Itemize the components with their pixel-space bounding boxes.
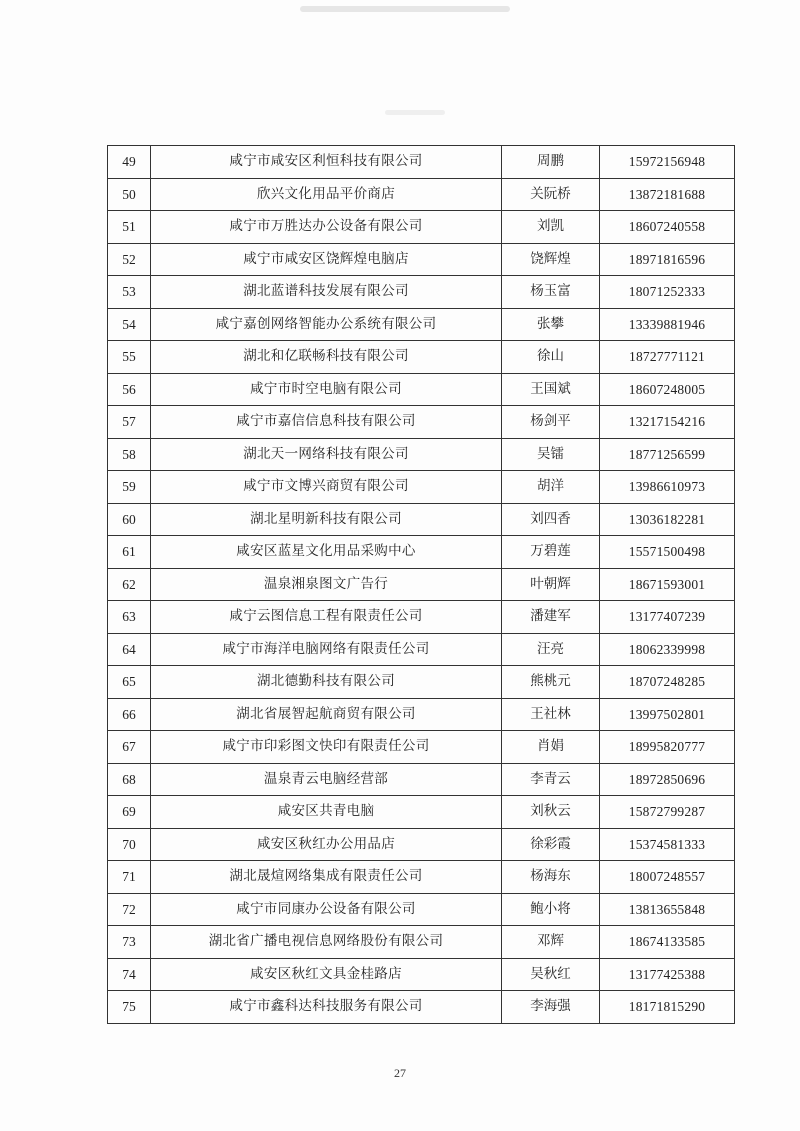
company-name-cell: 咸安区蓝星文化用品采购中心: [151, 536, 502, 569]
contact-person-cell: 叶朝辉: [502, 568, 600, 601]
contact-person-cell: 王社林: [502, 698, 600, 731]
company-name-cell: 咸安区秋红文具金桂路店: [151, 958, 502, 991]
table-row: [108, 926, 735, 959]
company-name-cell: 湖北蓝谱科技发展有限公司: [151, 276, 502, 309]
contact-person-cell: 李青云: [502, 763, 600, 796]
row-number-cell: 60: [108, 503, 151, 536]
table-row: [108, 991, 735, 1024]
phone-number-cell: 15972156948: [600, 146, 735, 179]
company-name-cell: 咸宁市嘉信信息科技有限公司: [151, 406, 502, 439]
table-row: [108, 178, 735, 211]
company-name-cell: 咸安区秋红办公用品店: [151, 828, 502, 861]
phone-number-cell: 13986610973: [600, 471, 735, 504]
row-number-cell: 61: [108, 536, 151, 569]
contact-person-cell: 刘凯: [502, 211, 600, 244]
row-number-cell: 63: [108, 601, 151, 634]
phone-number-cell: 13339881946: [600, 308, 735, 341]
table-row: [108, 276, 735, 309]
row-number-cell: 70: [108, 828, 151, 861]
company-name-cell: 咸宁市海洋电脑网络有限责任公司: [151, 633, 502, 666]
table-row: [108, 698, 735, 731]
table-row: [108, 243, 735, 276]
row-number-cell: 65: [108, 666, 151, 699]
row-number-cell: 69: [108, 796, 151, 829]
phone-number-cell: 13177425388: [600, 958, 735, 991]
table-row: [108, 471, 735, 504]
table-row: [108, 731, 735, 764]
row-number-cell: 55: [108, 341, 151, 374]
contact-person-cell: 汪亮: [502, 633, 600, 666]
contact-person-cell: 邓辉: [502, 926, 600, 959]
phone-number-cell: 13872181688: [600, 178, 735, 211]
phone-number-cell: 15872799287: [600, 796, 735, 829]
contact-person-cell: 吴镭: [502, 438, 600, 471]
phone-number-cell: 18171815290: [600, 991, 735, 1024]
table-row: [108, 503, 735, 536]
contact-person-cell: 王国斌: [502, 373, 600, 406]
row-number-cell: 68: [108, 763, 151, 796]
company-name-cell: 咸宁市文博兴商贸有限公司: [151, 471, 502, 504]
company-name-cell: 湖北天一网络科技有限公司: [151, 438, 502, 471]
table-row: [108, 211, 735, 244]
row-number-cell: 59: [108, 471, 151, 504]
table-row: [108, 308, 735, 341]
page-number: 27: [394, 1066, 406, 1080]
table-row: [108, 828, 735, 861]
company-name-cell: 湖北省展智起航商贸有限公司: [151, 698, 502, 731]
row-number-cell: 54: [108, 308, 151, 341]
contact-person-cell: 杨剑平: [502, 406, 600, 439]
company-name-cell: 咸宁市印彩图文快印有限责任公司: [151, 731, 502, 764]
table-row: [108, 861, 735, 894]
company-name-cell: 咸宁云图信息工程有限责任公司: [151, 601, 502, 634]
phone-number-cell: 13177407239: [600, 601, 735, 634]
phone-number-cell: 18727771121: [600, 341, 735, 374]
row-number-cell: 57: [108, 406, 151, 439]
phone-number-cell: 18674133585: [600, 926, 735, 959]
company-name-cell: 湖北星明新科技有限公司: [151, 503, 502, 536]
table-row: [108, 406, 735, 439]
phone-number-cell: 18007248557: [600, 861, 735, 894]
table-row: [108, 666, 735, 699]
table-row: [108, 536, 735, 569]
company-name-cell: 温泉青云电脑经营部: [151, 763, 502, 796]
phone-number-cell: 18972850696: [600, 763, 735, 796]
row-number-cell: 50: [108, 178, 151, 211]
table-row: [108, 601, 735, 634]
phone-number-cell: 18971816596: [600, 243, 735, 276]
contact-person-cell: 李海强: [502, 991, 600, 1024]
row-number-cell: 66: [108, 698, 151, 731]
row-number-cell: 72: [108, 893, 151, 926]
company-name-cell: 温泉湘泉图文广告行: [151, 568, 502, 601]
table-row: [108, 958, 735, 991]
row-number-cell: 71: [108, 861, 151, 894]
company-name-cell: 咸宁市同康办公设备有限公司: [151, 893, 502, 926]
row-number-cell: 67: [108, 731, 151, 764]
table-row: [108, 893, 735, 926]
phone-number-cell: 18607240558: [600, 211, 735, 244]
company-name-cell: 湖北省广播电视信息网络股份有限公司: [151, 926, 502, 959]
contact-person-cell: 潘建军: [502, 601, 600, 634]
phone-number-cell: 18071252333: [600, 276, 735, 309]
contact-person-cell: 刘四香: [502, 503, 600, 536]
phone-number-cell: 18062339998: [600, 633, 735, 666]
contact-person-cell: 胡洋: [502, 471, 600, 504]
company-name-cell: 湖北德勤科技有限公司: [151, 666, 502, 699]
table-row: [108, 633, 735, 666]
table-row: [108, 341, 735, 374]
company-name-cell: 咸安区共青电脑: [151, 796, 502, 829]
phone-number-cell: 18607248005: [600, 373, 735, 406]
company-name-cell: 咸宁嘉创网络智能办公系统有限公司: [151, 308, 502, 341]
contact-person-cell: 关阮桥: [502, 178, 600, 211]
row-number-cell: 58: [108, 438, 151, 471]
contact-person-cell: 吴秋红: [502, 958, 600, 991]
contact-person-cell: 刘秋云: [502, 796, 600, 829]
table-row: [108, 763, 735, 796]
table-row: [108, 438, 735, 471]
contact-person-cell: 万碧莲: [502, 536, 600, 569]
contact-person-cell: 徐山: [502, 341, 600, 374]
row-number-cell: 73: [108, 926, 151, 959]
phone-number-cell: 18707248285: [600, 666, 735, 699]
phone-number-cell: 15374581333: [600, 828, 735, 861]
row-number-cell: 51: [108, 211, 151, 244]
phone-number-cell: 13813655848: [600, 893, 735, 926]
table-row: [108, 796, 735, 829]
phone-number-cell: 13997502801: [600, 698, 735, 731]
company-name-cell: 咸宁市时空电脑有限公司: [151, 373, 502, 406]
row-number-cell: 52: [108, 243, 151, 276]
contact-person-cell: 周鹏: [502, 146, 600, 179]
company-name-cell: 咸宁市咸安区利恒科技有限公司: [151, 146, 502, 179]
phone-number-cell: 13036182281: [600, 503, 735, 536]
row-number-cell: 49: [108, 146, 151, 179]
company-name-cell: 咸宁市咸安区饶辉煌电脑店: [151, 243, 502, 276]
company-name-cell: 湖北和亿联畅科技有限公司: [151, 341, 502, 374]
company-name-cell: 咸宁市万胜达办公设备有限公司: [151, 211, 502, 244]
row-number-cell: 53: [108, 276, 151, 309]
contact-person-cell: 肖娟: [502, 731, 600, 764]
phone-number-cell: 13217154216: [600, 406, 735, 439]
supplier-table: [107, 145, 735, 1024]
table-row: [108, 568, 735, 601]
contact-person-cell: 张攀: [502, 308, 600, 341]
contact-person-cell: 杨玉富: [502, 276, 600, 309]
phone-number-cell: 18671593001: [600, 568, 735, 601]
row-number-cell: 75: [108, 991, 151, 1024]
contact-person-cell: 徐彩霞: [502, 828, 600, 861]
supplier-table-body: [108, 146, 735, 1024]
contact-person-cell: 鲍小将: [502, 893, 600, 926]
row-number-cell: 56: [108, 373, 151, 406]
row-number-cell: 64: [108, 633, 151, 666]
table-row: [108, 146, 735, 179]
row-number-cell: 74: [108, 958, 151, 991]
phone-number-cell: 15571500498: [600, 536, 735, 569]
table-row: [108, 373, 735, 406]
company-name-cell: 咸宁市鑫科达科技服务有限公司: [151, 991, 502, 1024]
scan-artifact-top: [300, 6, 510, 12]
scan-artifact-faint: [385, 110, 445, 115]
company-name-cell: 欣兴文化用品平价商店: [151, 178, 502, 211]
company-name-cell: 湖北晟煊网络集成有限责任公司: [151, 861, 502, 894]
phone-number-cell: 18995820777: [600, 731, 735, 764]
row-number-cell: 62: [108, 568, 151, 601]
contact-person-cell: 杨海东: [502, 861, 600, 894]
contact-person-cell: 饶辉煌: [502, 243, 600, 276]
phone-number-cell: 18771256599: [600, 438, 735, 471]
contact-person-cell: 熊桃元: [502, 666, 600, 699]
